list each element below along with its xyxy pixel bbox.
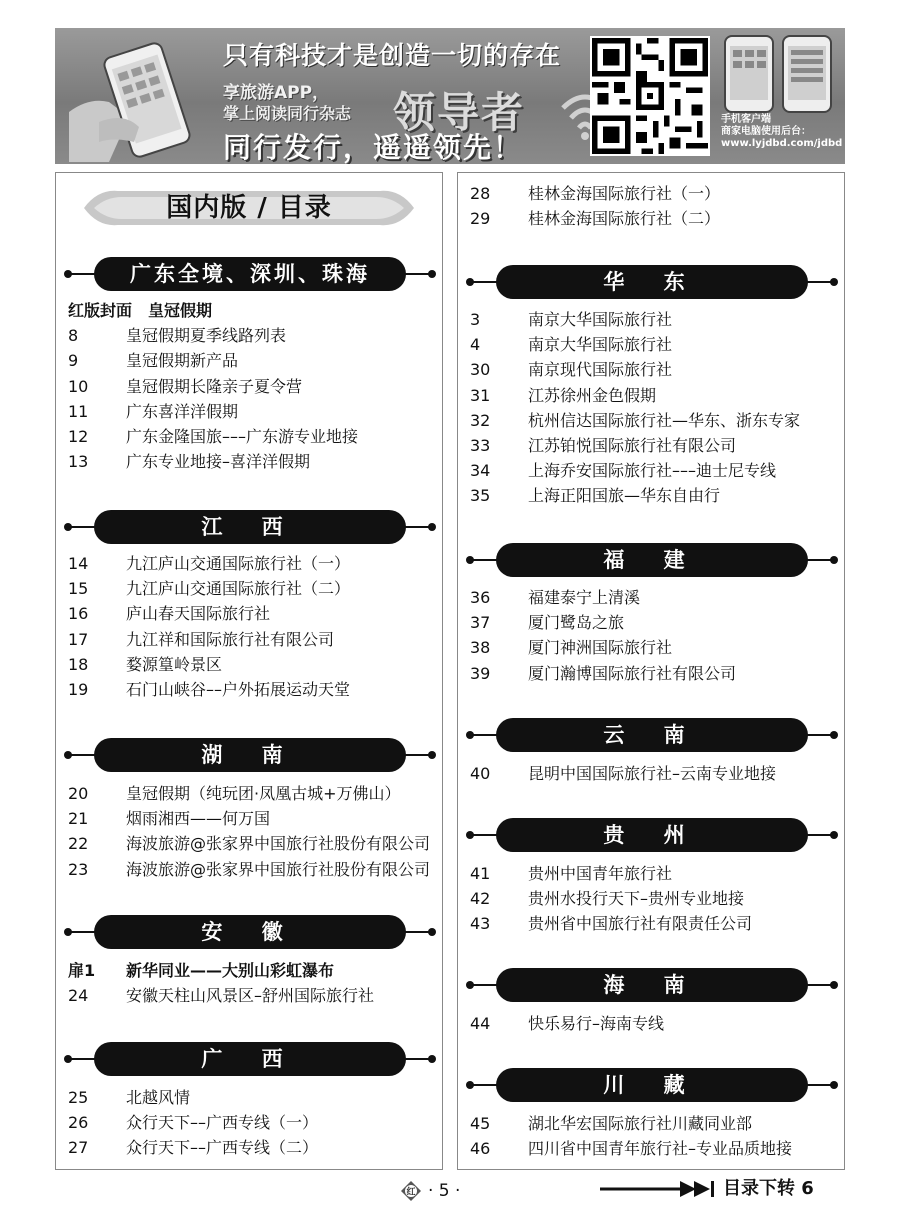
list-item[interactable] [68,399,440,424]
entry-name: 众行天下––广西专线（一） [126,1113,319,1133]
section-header-guangdong [64,257,436,291]
entry-name: 快乐易行–海南专线 [528,1014,665,1033]
list-item[interactable] [470,861,842,886]
bullet-dot-icon [428,751,436,759]
section-entries-hunan [68,781,440,882]
page-number: 46 [470,1139,491,1159]
entry-name: 皇冠假期夏季线路列表 [126,326,287,346]
entry-name: 广东金隆国旅–––广东游专业地接 [126,426,359,446]
page-number: 42 [470,889,491,909]
page-number: 21 [68,809,89,829]
left-column [55,172,443,1170]
list-item[interactable] [68,1135,440,1160]
list-item[interactable] [68,348,440,373]
page-number: 22 [68,834,89,854]
page-number: 25 [68,1088,89,1107]
list-item[interactable] [470,383,842,408]
page-number: 14 [68,554,89,573]
list-item[interactable] [470,585,842,610]
section-title: 安 徽 [94,915,406,949]
page-number: 19 [68,679,89,699]
section-entries-guizhou [470,861,842,937]
page-number: 34 [470,461,491,481]
list-item[interactable] [68,576,440,601]
page-number: 30 [470,360,491,380]
page-number: 8 [68,326,79,346]
entry-name: 石门山峡谷––户外拓展运动天堂 [126,679,351,699]
entry-name: 九江祥和国际旅行社有限公司 [126,629,335,649]
list-item[interactable] [470,886,842,911]
bullet-dot-icon [64,270,72,278]
list-item[interactable] [470,357,842,382]
entry-name: 烟雨湘西——何万国 [126,809,271,829]
bullet-dot-icon [64,523,72,531]
continued-text: 目录下转 6 [723,1178,814,1199]
list-item[interactable] [68,1110,440,1135]
bullet-dot-icon [830,556,838,564]
entry-name: 庐山春天国际旅行社 [126,604,271,624]
list-item[interactable] [470,181,842,206]
section-entries-huadong [470,307,842,509]
entry-name: 贵州中国青年旅行社 [528,864,673,883]
entry-name: 桂林金海国际旅行社（二） [528,209,721,229]
page-number: 38 [470,638,491,658]
section-title: 川 藏 [496,1068,808,1102]
entry-name: 皇冠假期（纯玩团·凤凰古城+万佛山） [126,784,401,803]
section-header-hunan [64,738,436,772]
list-item[interactable] [470,1011,842,1036]
list-item[interactable] [470,661,842,686]
page-number-footer [400,1176,460,1206]
section-entries-guangxi-continued [470,181,842,231]
list-item[interactable] [470,761,842,786]
entry-name: 江苏徐州金色假期 [528,385,657,405]
entry-name: 海波旅游@张家界中国旅行社股份有限公司 [126,859,431,879]
arrow-right-icon [600,1179,715,1199]
list-item[interactable] [470,332,842,357]
page-number: 3 [470,310,481,329]
list-item[interactable] [68,1085,440,1110]
page-number: 29 [470,209,491,229]
page-number: 33 [470,435,491,455]
bullet-dot-icon [64,751,72,759]
page-number: 24 [68,986,89,1006]
list-item[interactable] [470,1136,842,1161]
page-number: 13 [68,452,89,472]
section-entries-fujian [470,585,842,686]
entry-name: 安徽天柱山风景区–舒州国际旅行社 [126,986,375,1006]
bullet-dot-icon [830,278,838,286]
bullet-dot-icon [466,278,474,286]
entry-name: 众行天下––广西专线（二） [126,1138,319,1158]
page-number: 43 [470,914,491,934]
list-item[interactable] [68,857,440,882]
pc-label: 商家电脑使用后台： [721,126,811,137]
bullet-dot-icon [466,981,474,989]
list-item[interactable] [68,806,440,831]
section-title: 华 东 [496,265,808,299]
entry-name: 皇冠假期新产品 [126,351,239,371]
entry-name: 上海正阳国旅—华东自由行 [528,486,721,506]
list-item[interactable] [470,1111,842,1136]
client-label: 手机客户端 [721,114,771,125]
page-number: 39 [470,663,491,683]
bullet-dot-icon [830,1081,838,1089]
entry-name: 杭州信达国际旅行社—华东、浙东专家 [528,410,801,430]
entry-name: 北越风情 [126,1088,191,1107]
page-number: 23 [68,859,89,879]
banner-leader-text: 领导者 [393,88,526,137]
list-item[interactable] [470,307,842,332]
page-number: 15 [68,579,89,599]
qr-code-icon[interactable] [590,36,710,156]
page-title: 国内版 / 目录 [166,193,332,223]
entry-name: 贵州省中国旅行社有限责任公司 [528,914,753,934]
entry-name: 桂林金海国际旅行社（一） [528,184,721,203]
entry-name: 湖北华宏国际旅行社川藏同业部 [528,1114,753,1133]
bullet-dot-icon [830,981,838,989]
list-item[interactable] [68,627,440,652]
section-title: 贵 州 [496,818,808,852]
section-title: 海 南 [496,968,808,1002]
section-title: 广 西 [94,1042,406,1076]
section-header-fujian [466,543,838,577]
red-edition-badge-icon [400,1180,422,1202]
entry-name: 四川省中国青年旅行社–专业品质地接 [528,1139,793,1159]
page-number: 红版封面 [68,301,133,320]
page-number: 35 [470,486,491,506]
page-number: 10 [68,376,89,396]
toc-title-ribbon [84,185,414,231]
bullet-dot-icon [466,731,474,739]
page-number: 扉1 [68,961,96,980]
entry-name: 南京现代国际旅行社 [528,360,673,380]
list-item[interactable] [68,298,440,323]
list-item[interactable] [68,958,440,983]
page-number: 11 [68,401,89,421]
entry-name: 厦门瀚博国际旅行社有限公司 [528,663,737,683]
section-entries-guangdong [68,298,440,474]
badge-text: 红 [406,1187,416,1198]
bullet-dot-icon [428,270,436,278]
page-number-text: · 5 · [428,1181,461,1201]
page-number: 37 [470,613,491,633]
smartphones-icon [721,34,837,114]
banner-slogan: 同行发行，遥遥领先！ [223,131,524,164]
entry-name: 厦门鹭岛之旅 [528,613,625,633]
entry-name: 南京大华国际旅行社 [528,310,673,329]
entry-name: 广东专业地接–喜洋洋假期 [126,452,311,472]
bullet-dot-icon [428,1055,436,1063]
section-entries-chuanzang [470,1111,842,1161]
banner-tagline: 只有科技才是创造一切的存在 [223,41,562,70]
section-title: 江 西 [94,510,406,544]
page-number: 44 [470,1014,491,1033]
page-number: 16 [68,604,89,624]
section-entries-yunnan [470,761,842,786]
entry-name: 皇冠假期 [148,301,213,320]
section-header-huadong [466,265,838,299]
list-item[interactable] [68,983,440,1008]
list-item[interactable] [470,433,842,458]
list-item[interactable] [68,551,440,576]
section-entries-jiangxi [68,551,440,702]
banner-app-line: 享旅游APP， [223,83,330,103]
page-number: 31 [470,385,491,405]
page-number: 18 [68,654,89,674]
section-title: 湖 南 [94,738,406,772]
section-title: 云 南 [496,718,808,752]
bullet-dot-icon [64,928,72,936]
entry-name: 厦门神洲国际旅行社 [528,638,673,658]
section-header-guizhou [466,818,838,852]
bullet-dot-icon [466,556,474,564]
page-number: 36 [470,588,491,607]
right-column [457,172,845,1170]
banner-read-line: 掌上阅读同行杂志 [223,104,352,123]
page-number: 27 [68,1138,89,1158]
entry-name: 上海乔安国际旅行社–––迪士尼专线 [528,461,777,481]
bullet-dot-icon [466,1081,474,1089]
page-number: 45 [470,1114,491,1133]
phone-in-hand-icon [69,42,219,162]
list-item[interactable] [470,483,842,508]
section-header-yunnan [466,718,838,752]
entry-name: 皇冠假期长隆亲子夏令营 [126,376,303,396]
section-header-jiangxi [64,510,436,544]
list-item[interactable] [68,677,440,702]
list-item[interactable] [68,781,440,806]
bullet-dot-icon [64,1055,72,1063]
entry-name: 昆明中国国际旅行社–云南专业地接 [528,764,777,783]
list-item[interactable] [470,408,842,433]
page-number: 20 [68,784,89,803]
entry-name: 海波旅游@张家界中国旅行社股份有限公司 [126,834,431,854]
list-item[interactable] [68,374,440,399]
entry-name: 九江庐山交通国际旅行社（二） [126,579,351,599]
section-header-anhui [64,915,436,949]
list-item[interactable] [470,458,842,483]
bullet-dot-icon [830,731,838,739]
app-promo-banner [55,28,845,164]
page-number: 28 [470,184,491,203]
entry-name: 贵州水投行天下–贵州专业地接 [528,889,745,909]
list-item[interactable] [68,323,440,348]
list-item[interactable] [470,206,842,231]
section-header-guangxi [64,1042,436,1076]
page-number: 9 [68,351,79,371]
page-number: 41 [470,864,491,883]
section-header-hainan [466,968,838,1002]
bullet-dot-icon [428,928,436,936]
list-item[interactable] [68,424,440,449]
page-number: 40 [470,764,491,783]
list-item[interactable] [470,610,842,635]
page-number: 17 [68,629,89,649]
section-entries-anhui [68,958,440,1008]
entry-name: 江苏铂悦国际旅行社有限公司 [528,435,737,455]
section-entries-hainan [470,1011,842,1036]
entry-name: 福建泰宁上清溪 [528,588,641,607]
list-item[interactable] [470,635,842,660]
entry-name: 九江庐山交通国际旅行社（一） [126,554,351,573]
entry-name: 广东喜洋洋假期 [126,401,239,421]
list-item[interactable] [68,831,440,856]
page-number: 12 [68,426,89,446]
page-number: 32 [470,410,491,430]
list-item[interactable] [470,911,842,936]
entry-name: 婺源篁岭景区 [126,654,223,674]
section-header-chuanzang [466,1068,838,1102]
list-item[interactable] [68,652,440,677]
section-title: 福 建 [496,543,808,577]
section-entries-guangxi [68,1085,440,1161]
entry-name: 新华同业——大别山彩虹瀑布 [126,961,335,980]
list-item[interactable] [68,601,440,626]
list-item[interactable] [68,449,440,474]
section-title: 广东全境、深圳、珠海 [94,257,406,291]
continued-link[interactable] [600,1174,814,1204]
page-number: 26 [68,1113,89,1133]
bullet-dot-icon [428,523,436,531]
page-number: 4 [470,335,481,355]
entry-name: 南京大华国际旅行社 [528,335,673,355]
website-link[interactable]: www.lyjdbd.com/jdbd [721,138,843,149]
bullet-dot-icon [466,831,474,839]
bullet-dot-icon [830,831,838,839]
